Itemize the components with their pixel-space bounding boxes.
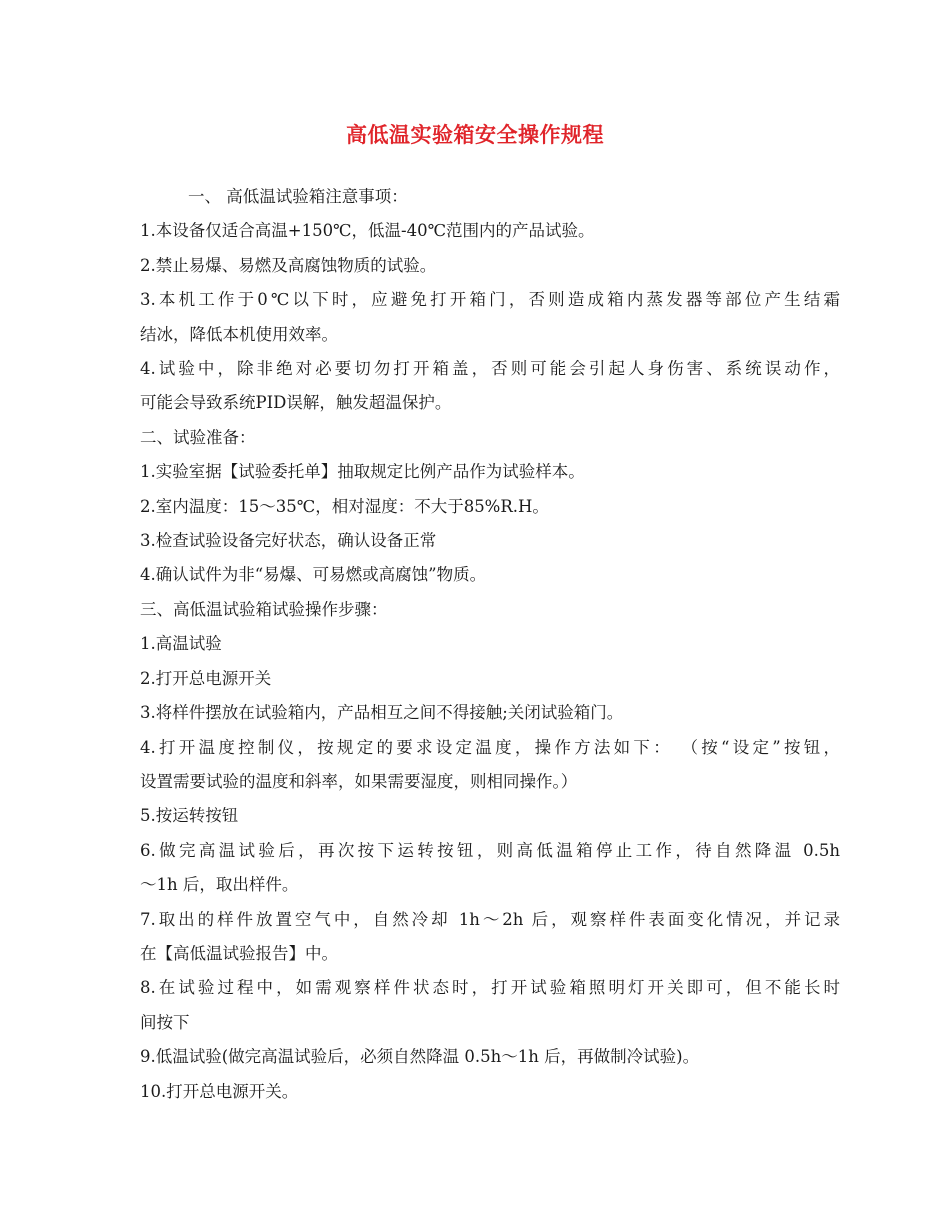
paragraph-line: 4.试验中，除非绝对必要切勿打开箱盖，否则可能会引起人身伤害、系统误动作， xyxy=(140,359,840,379)
document-body xyxy=(140,180,840,1109)
section-heading: 三、高低温试验箱试验操作步骤： xyxy=(140,599,388,619)
paragraph-line: 2.禁止易爆、易燃及高腐蚀物质的试验。 xyxy=(140,255,437,275)
paragraph-line: 6.做完高温试验后，再次按下运转按钮，则高低温箱停止工作，待自然降温 0.5h xyxy=(140,840,840,860)
paragraph-line: 4.打开温度控制仪，按规定的要求设定温度，操作方法如下： （按“设定”按钮， xyxy=(140,737,840,757)
paragraph-line: 1.本设备仅适合高温+150℃，低温-40℃范围内的产品试验。 xyxy=(140,221,595,241)
paragraph-line: 2.室内温度：15～35℃，相对湿度：不大于85%R.H。 xyxy=(140,496,549,516)
paragraph-line: 2.打开总电源开关 xyxy=(140,668,272,688)
paragraph-line: 4.确认试件为非“易爆、可易燃或高腐蚀”物质。 xyxy=(140,565,487,585)
paragraph-line: 3.本机工作于0℃以下时，应避免打开箱门，否则造成箱内蒸发器等部位产生结霜 xyxy=(140,290,840,310)
paragraph-line: 结冰，降低本机使用效率。 xyxy=(140,324,338,344)
document-title: 高低温实验箱安全操作规程 xyxy=(346,122,604,147)
paragraph-line: 9.低温试验(做完高温试验后，必须自然降温 0.5h～1h 后，再做制冷试验)。 xyxy=(140,1047,700,1067)
paragraph-line: 可能会导致系统PID误解，触发超温保护。 xyxy=(140,393,452,413)
paragraph-line: 1.实验室据【试验委托单】抽取规定比例产品作为试验样本。 xyxy=(140,462,585,482)
paragraph-line: 3.将样件摆放在试验箱内，产品相互之间不得接触;关闭试验箱门。 xyxy=(140,703,624,723)
paragraph-line: 7.取出的样件放置空气中，自然冷却 1h～2h 后，观察样件表面变化情况，并记录 xyxy=(140,909,840,929)
paragraph-line: 设置需要试验的温度和斜率，如果需要湿度，则相同操作。） xyxy=(140,771,578,791)
paragraph-line: 8.在试验过程中，如需观察样件状态时，打开试验箱照明灯开关即可，但不能长时 xyxy=(140,978,840,998)
paragraph-line: 在【高低温试验报告】中。 xyxy=(140,943,338,963)
section-heading: 一、 高低温试验箱注意事项： xyxy=(188,187,408,206)
paragraph-line: 3.检查试验设备完好状态，确认设备正常 xyxy=(140,531,437,551)
paragraph-line: 间按下 xyxy=(140,1012,190,1032)
paragraph-line: 1.高温试验 xyxy=(140,634,222,654)
paragraph-line: 10.打开总电源开关。 xyxy=(140,1081,299,1101)
section-heading: 二、试验准备： xyxy=(140,427,256,447)
paragraph-line: ～1h 后，取出样件。 xyxy=(140,875,299,895)
paragraph-line: 5.按运转按钮 xyxy=(140,806,239,826)
